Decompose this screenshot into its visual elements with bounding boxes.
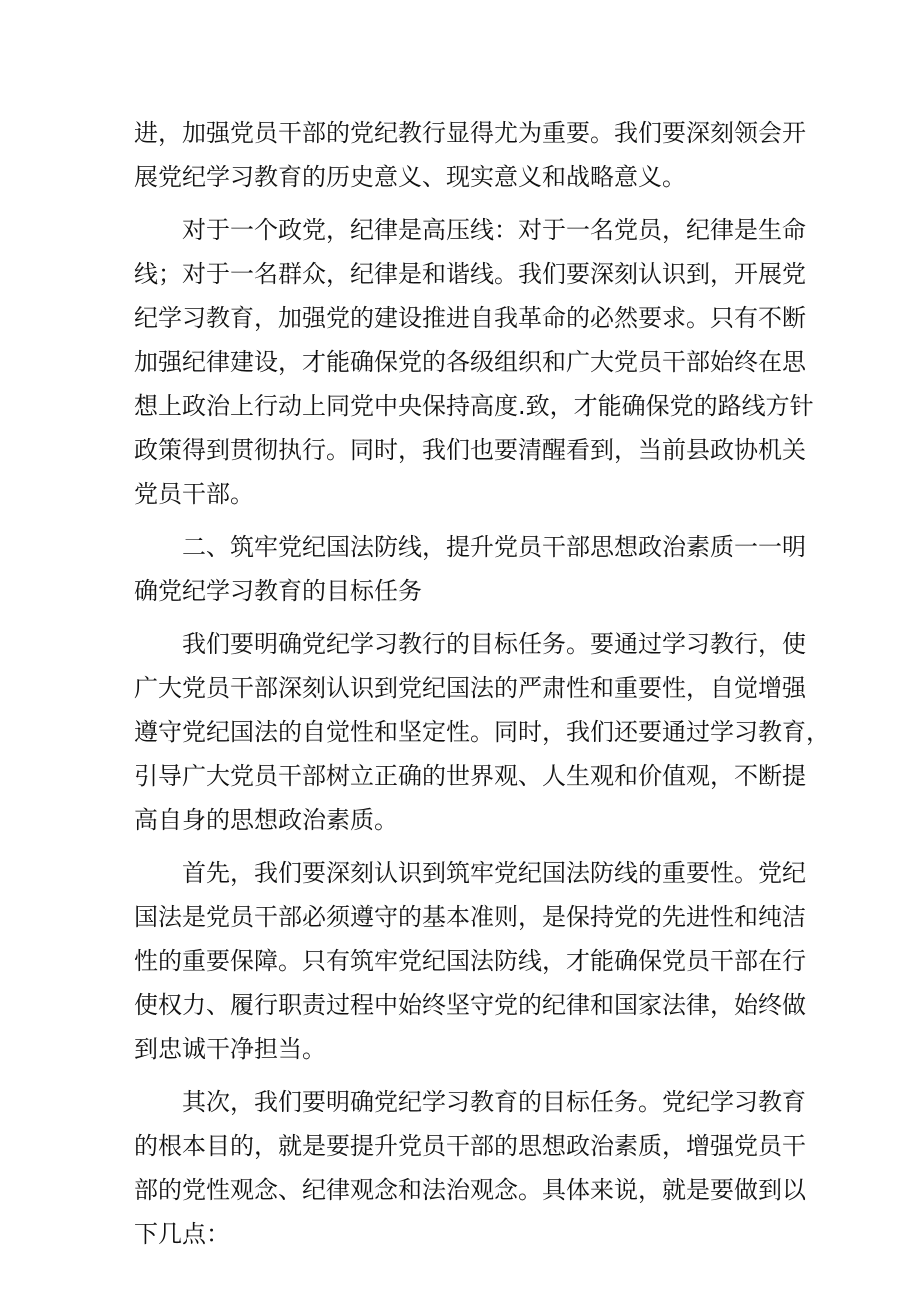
paragraph-5 bbox=[134, 1080, 806, 1256]
section-heading bbox=[134, 525, 806, 613]
text-line: 想上政治上行动上同党中央保持高度.致，才能确保党的路线方针 bbox=[134, 392, 814, 420]
text-line: 到忠诚干净担当。 bbox=[134, 1035, 326, 1063]
text-line: 首先，我们要深刻认识到筑牢党纪国法防线的重要性。党纪 bbox=[182, 859, 806, 887]
text-line: 进，加强党员干部的党纪教行显得尤为重要。我们要深刻领会开 bbox=[134, 119, 806, 147]
text-line: 部的党性观念、纪律观念和法治观念。具体来说，就是要做到以 bbox=[134, 1176, 806, 1204]
text-line: 下几点： bbox=[134, 1220, 230, 1248]
text-line: 的根本目的，就是要提升党员干部的思想政治素质，增强党员干 bbox=[134, 1132, 806, 1160]
heading-line: 确党纪学习教育的目标任务 bbox=[134, 577, 422, 605]
paragraph-4 bbox=[134, 851, 806, 1071]
text-line: 加强纪律建设，才能确保党的各级组织和广大党员干部始终在思 bbox=[134, 348, 806, 376]
document-body bbox=[134, 111, 830, 1265]
text-line: 国法是党员干部必须遵守的基本准则，是保持党的先进性和纯洁 bbox=[134, 903, 806, 931]
paragraph-2 bbox=[134, 208, 814, 516]
heading-line: 二、筑牢党纪国法防线，提升党员干部思想政治素质一一明 bbox=[182, 533, 806, 561]
paragraph-1 bbox=[134, 111, 806, 199]
text-line: 纪学习教育，加强党的建设推进自我革命的必然要求。只有不断 bbox=[134, 304, 806, 332]
text-line: 其次，我们要明确党纪学习教育的目标任务。党纪学习教育 bbox=[182, 1088, 806, 1116]
text-line: 线；对于一名群众，纪律是和谐线。我们要深刻认识到，开展党 bbox=[134, 260, 806, 288]
text-line: 广大党员干部深刻认识到党纪国法的严肃性和重要性，自觉增强 bbox=[134, 674, 806, 702]
text-line: 对于一个政党，纪律是高压线：对于一名党员，纪律是生命 bbox=[182, 216, 806, 244]
text-line: 遵守党纪国法的自觉性和坚定性。同时，我们还要通过学习教育， bbox=[134, 718, 830, 746]
text-line: 性的重要保障。只有筑牢党纪国法防线，才能确保党员干部在行 bbox=[134, 947, 806, 975]
text-line: 展党纪学习教育的历史意义、现实意义和战略意义。 bbox=[134, 163, 686, 191]
text-line: 高自身的思想政治素质。 bbox=[134, 806, 398, 834]
paragraph-3 bbox=[134, 622, 830, 842]
text-line: 引导广大党员干部树立正确的世界观、人生观和价值观，不断提 bbox=[134, 762, 806, 790]
text-line: 我们要明确党纪学习教行的目标任务。要通过学习教行，使 bbox=[182, 630, 806, 658]
text-line: 政策得到贯彻执行。同时，我们也要清醒看到，当前县政协机关 bbox=[134, 436, 806, 464]
text-line: 使权力、履行职责过程中始终坚守党的纪律和国家法律，始终做 bbox=[134, 991, 806, 1019]
text-line: 党员干部。 bbox=[134, 480, 254, 508]
